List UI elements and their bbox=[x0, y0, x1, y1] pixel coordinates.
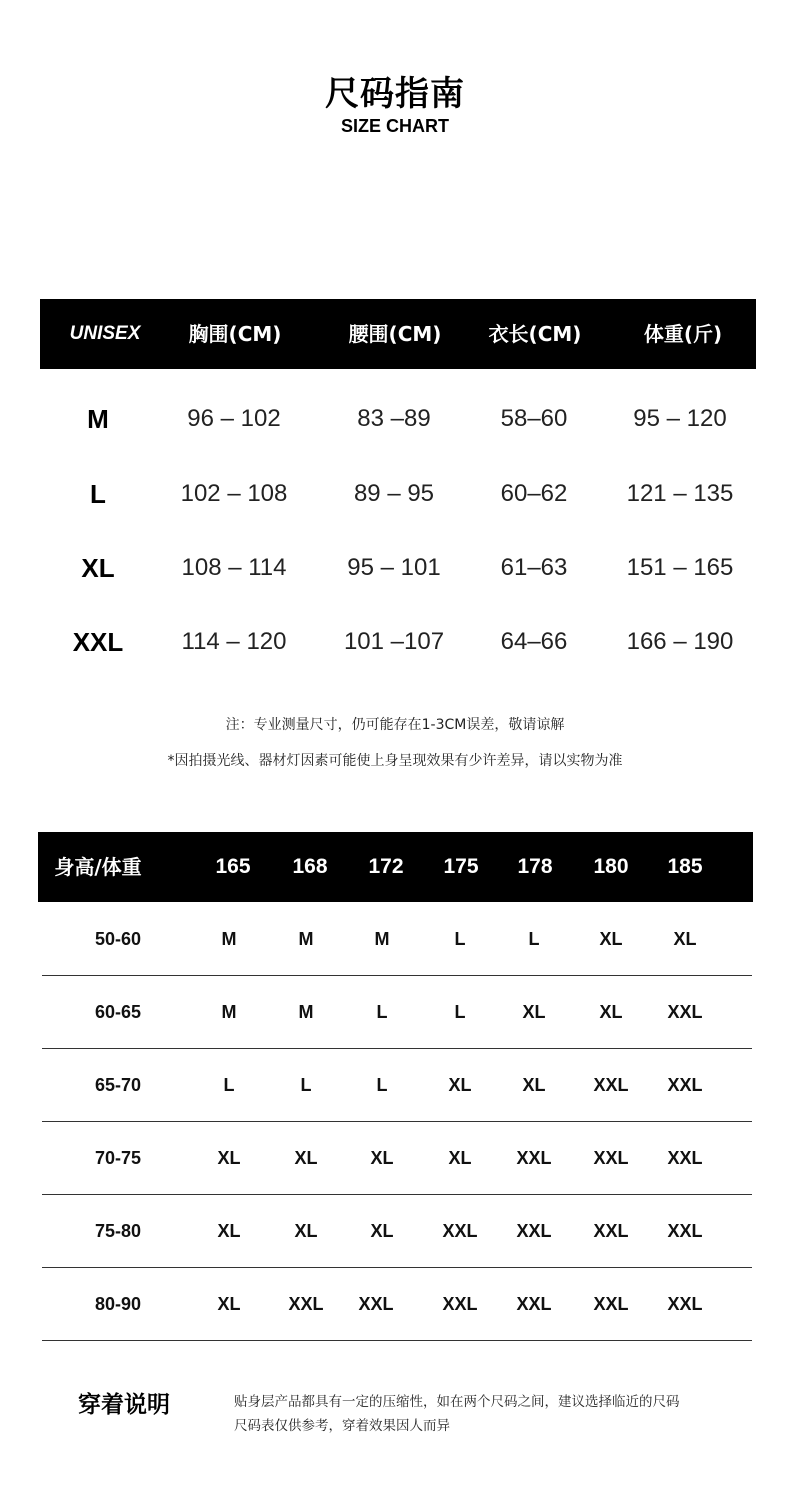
header-height: 178 bbox=[517, 855, 553, 878]
size-cell: XXL bbox=[593, 1294, 629, 1314]
size-cell: XL bbox=[217, 1221, 241, 1241]
size-cell: L bbox=[454, 1002, 466, 1022]
weight-range: 65-70 bbox=[94, 1075, 142, 1095]
size-cell: XL bbox=[599, 1002, 623, 1022]
size-cell: M bbox=[221, 1002, 237, 1022]
header-height: 180 bbox=[593, 855, 629, 878]
size-cell: XXL bbox=[516, 1148, 552, 1168]
size-cell: XXL bbox=[667, 1221, 703, 1241]
weight-range: 80-90 bbox=[94, 1294, 142, 1314]
size-cell: XXL bbox=[358, 1294, 394, 1314]
size-cell: XXL bbox=[593, 1075, 629, 1095]
size-cell: M bbox=[221, 929, 237, 949]
weight-range: 60-65 bbox=[94, 1002, 142, 1022]
size-cell: XXL bbox=[516, 1294, 552, 1314]
weight-range: 75-80 bbox=[94, 1221, 142, 1241]
chest-value: 96 – 102 bbox=[187, 405, 281, 432]
header-length: 衣长(CM) bbox=[488, 322, 582, 346]
wearing-title: 穿着说明 bbox=[78, 1392, 170, 1418]
size-cell: XXL bbox=[442, 1294, 478, 1314]
weight-value: 121 – 135 bbox=[626, 480, 734, 507]
size-label: L bbox=[90, 479, 106, 509]
waist-value: 95 – 101 bbox=[347, 554, 441, 581]
size-cell: XXL bbox=[516, 1221, 552, 1241]
size-cell: L bbox=[300, 1075, 312, 1095]
header-weight: 体重(斤) bbox=[643, 322, 723, 346]
size-label: XL bbox=[81, 553, 115, 583]
wearing-text-line2: 尺码表仅供参考，穿着效果因人而异 bbox=[234, 1418, 450, 1434]
size-cell: L bbox=[223, 1075, 235, 1095]
size-cell: XXL bbox=[593, 1148, 629, 1168]
recommend-table-header bbox=[38, 832, 753, 902]
size-cell: XL bbox=[522, 1075, 546, 1095]
measure-row bbox=[40, 389, 756, 449]
measure-row bbox=[40, 464, 756, 524]
size-cell: XL bbox=[448, 1148, 472, 1168]
recommend-row bbox=[42, 1268, 752, 1341]
recommend-row bbox=[42, 976, 752, 1049]
header-height: 172 bbox=[368, 855, 404, 878]
size-cell: L bbox=[376, 1002, 388, 1022]
size-cell: XL bbox=[673, 929, 697, 949]
weight-value: 151 – 165 bbox=[626, 554, 734, 581]
chest-value: 114 – 120 bbox=[181, 628, 287, 655]
size-label: XXL bbox=[72, 627, 124, 657]
weight-range: 70-75 bbox=[94, 1148, 142, 1168]
size-cell: XXL bbox=[667, 1075, 703, 1095]
wearing-text-line1: 贴身层产品都具有一定的压缩性，如在两个尺码之间，建议选择临近的尺码 bbox=[234, 1394, 680, 1410]
page-subtitle: SIZE CHART bbox=[341, 116, 449, 136]
photo-note: *因拍摄光线、器材灯因素可能使上身呈现效果有少许差异，请以实物为准 bbox=[167, 753, 623, 769]
recommend-row bbox=[42, 1195, 752, 1268]
header-height: 168 bbox=[292, 855, 328, 878]
size-cell: XL bbox=[294, 1221, 318, 1241]
size-cell: XL bbox=[370, 1148, 394, 1168]
recommend-row bbox=[42, 1049, 752, 1122]
size-cell: XL bbox=[370, 1221, 394, 1241]
waist-value: 101 –107 bbox=[343, 628, 445, 655]
header-chest: 胸围(CM) bbox=[188, 322, 282, 346]
measure-row bbox=[40, 538, 756, 598]
length-value: 60–62 bbox=[500, 480, 568, 507]
header-unisex: UNISEX bbox=[69, 323, 141, 344]
size-cell: L bbox=[376, 1075, 388, 1095]
size-cell: M bbox=[374, 929, 390, 949]
size-cell: XL bbox=[448, 1075, 472, 1095]
header-height: 165 bbox=[215, 855, 251, 878]
recommend-row bbox=[42, 1122, 752, 1195]
size-cell: M bbox=[298, 929, 314, 949]
weight-value: 166 – 190 bbox=[626, 628, 734, 655]
weight-range: 50-60 bbox=[94, 929, 142, 949]
size-cell: XXL bbox=[593, 1221, 629, 1241]
measure-note: 注：专业测量尺寸，仍可能存在1-3CM误差，敬请谅解 bbox=[225, 717, 565, 733]
length-value: 58–60 bbox=[500, 405, 568, 432]
measure-table-header bbox=[40, 299, 756, 369]
size-cell: L bbox=[528, 929, 540, 949]
header-height: 185 bbox=[667, 855, 703, 878]
chest-value: 102 – 108 bbox=[180, 480, 288, 507]
header-waist: 腰围(CM) bbox=[348, 322, 442, 346]
size-cell: L bbox=[454, 929, 466, 949]
size-cell: XXL bbox=[667, 1002, 703, 1022]
waist-value: 89 – 95 bbox=[353, 480, 435, 507]
chest-value: 108 – 114 bbox=[181, 554, 287, 581]
length-value: 64–66 bbox=[500, 628, 568, 655]
size-cell: XL bbox=[217, 1294, 241, 1314]
size-cell: XXL bbox=[667, 1148, 703, 1168]
size-cell: XL bbox=[217, 1148, 241, 1168]
recommend-row bbox=[42, 903, 752, 976]
length-value: 61–63 bbox=[500, 554, 568, 581]
size-label: M bbox=[87, 404, 109, 434]
waist-value: 83 –89 bbox=[357, 405, 431, 432]
header-height: 175 bbox=[443, 855, 479, 878]
measure-row bbox=[40, 612, 756, 672]
size-cell: XXL bbox=[442, 1221, 478, 1241]
size-cell: XL bbox=[522, 1002, 546, 1022]
weight-value: 95 – 120 bbox=[633, 405, 727, 432]
page-title: 尺码指南 bbox=[325, 74, 465, 114]
size-cell: XXL bbox=[288, 1294, 324, 1314]
size-cell: XL bbox=[294, 1148, 318, 1168]
size-cell: XXL bbox=[667, 1294, 703, 1314]
size-cell: XL bbox=[599, 929, 623, 949]
header-height-weight: 身高/体重 bbox=[54, 855, 142, 879]
size-cell: M bbox=[298, 1002, 314, 1022]
